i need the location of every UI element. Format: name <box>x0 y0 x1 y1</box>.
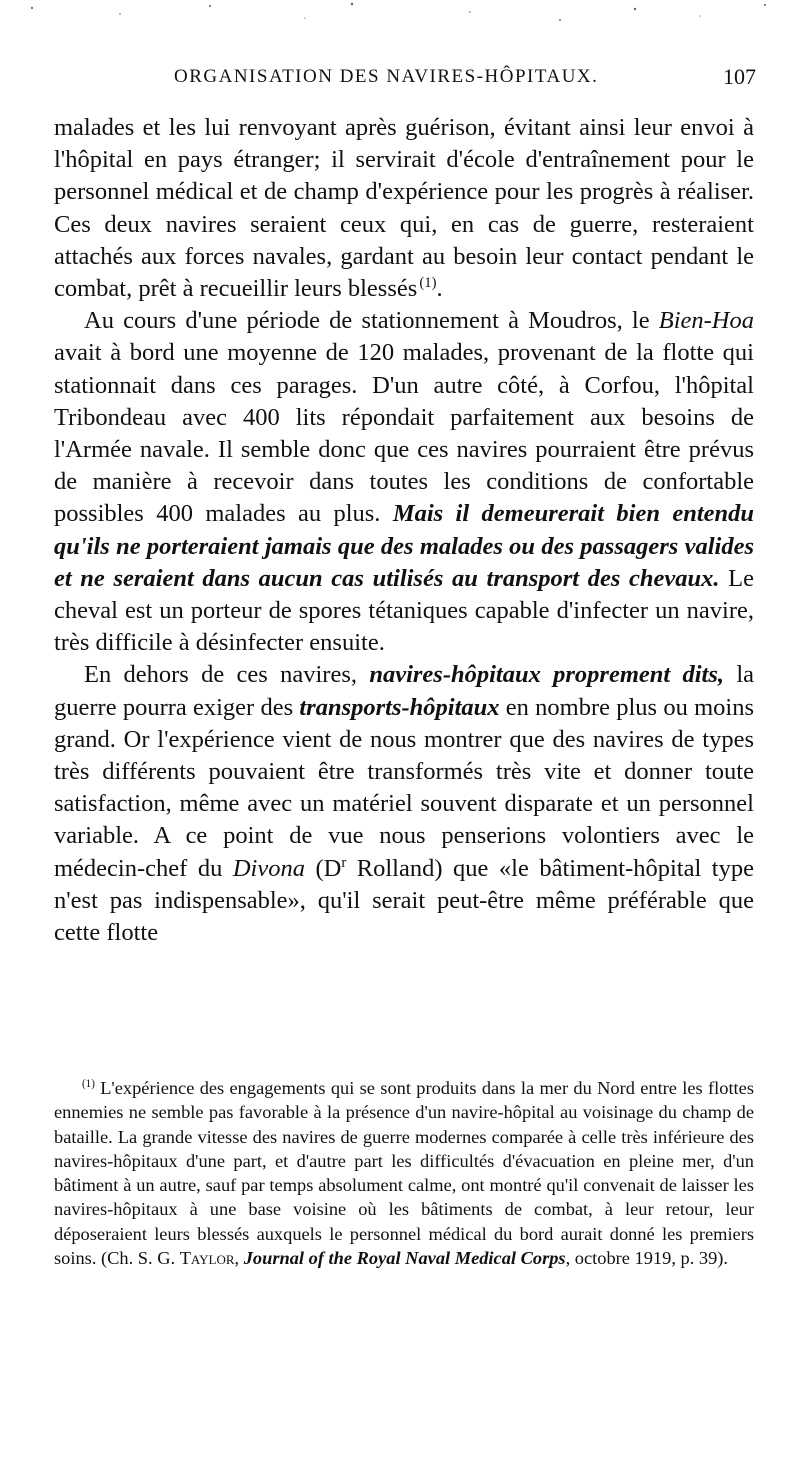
footnote-text-a: L'expérience des engagements qui se sont produits dans la mer du Nord entre les flottes ennemies ne semble pas favorable à la présence d'un navire-hôpital au voisinage du champ de bataille. La grande vitesse des navires de guerre modernes comparée à celle très inférieure des navires-hôpitaux d'une part, et d'autre part les difficultés d'évacuation en pleine mer, d'un bâtiment à un autre, sauf par temps absolument calme, ont montré qu'il convenait de laisser les navires-hôpitaux à une base voisine où les bâtiments de combat, à leur retour, leur déposeraient leurs blessés auxquels le personnel médical du bord aurait donné les premiers soins. (Ch. S. G. <box>54 1078 754 1269</box>
paragraph-3 <box>54 659 754 949</box>
paper-specks-decoration <box>0 0 800 60</box>
footnote-reference: (1) <box>419 274 437 291</box>
paragraph-3-emphasis-1: navires-hôpitaux proprement dits, <box>369 661 725 689</box>
footnote-mark: (1) <box>82 1077 95 1090</box>
paragraph-3-text-b: la guerre pourra exiger des <box>54 661 754 721</box>
ship-name-bien-hoa: Bien-Hoa <box>658 307 754 335</box>
paragraph-2-text-b: avait à bord une moyenne de 120 malades, provenant de la flotte qui stationnait dans ces parages. D'un autre côté, à Corfou, l'hôpital Tribondeau avec 400 lits répondait parfaitement aux besoins de l'Armée navale. Il semble donc que ces navires pourraient être prévus de manière à recevoir dans toutes les conditions de confortable possibles 400 malades au plus. <box>54 339 754 528</box>
doctor-superscript: r <box>341 854 347 871</box>
footnote-author: Taylor <box>179 1248 235 1269</box>
paragraph-3-emphasis-2: transports-hôpitaux <box>299 693 500 721</box>
paragraph-3-text-e: Rolland) que «le bâtiment-hôpital type n'est pas indispensable», qu'il serait peut-être même préférable que cette flotte <box>54 854 754 947</box>
paragraph-2-text-a: Au cours d'une période de stationnement à Moudros, le <box>84 307 659 335</box>
footnote-text-c: , octobre 1919, p. 39). <box>565 1248 729 1269</box>
paragraph-2-emphasis: Mais il demeurerait bien entendu qu'ils ne porteraient jamais que des malades ou des passagers valides et ne seraient dans aucun cas utilisés au transport des chevaux. <box>54 500 755 592</box>
page-number: 107 <box>723 64 756 89</box>
paragraph-3-text-a: En dehors de ces navires, <box>84 661 370 689</box>
footnote-journal-title: Journal of the Royal Naval Medical Corps <box>243 1248 566 1269</box>
footnote <box>54 1076 754 1270</box>
body-text <box>54 112 754 949</box>
running-header <box>54 66 756 96</box>
paragraph-2-text-c: Le cheval est un porteur de spores tétaniques capable d'infecter un navire, très difficile à désinfecter ensuite. <box>54 564 755 657</box>
footnote-text-b: , <box>234 1248 244 1269</box>
paragraph-3-text-d: (D <box>304 854 342 882</box>
paragraph-2 <box>54 305 754 659</box>
running-title: ORGANISATION DES NAVIRES-HÔPITAUX. <box>174 66 599 87</box>
paragraph-1 <box>54 112 754 305</box>
ship-name-divona: Divona <box>232 854 305 882</box>
paragraph-3-text-c: en nombre plus ou moins grand. Or l'expérience vient de nous montrer que des navires de types très différents pouvaient être transformés très vite et donner toute satisfaction, même avec un matériel souvent disparate et un personnel variable. A ce point de vue nous penserions volontiers avec le médecin-chef du <box>54 693 754 882</box>
paragraph-1-text: malades et les lui renvoyant après guérison, évitant ainsi leur envoi à l'hôpital en pays étranger; il servirait d'école d'entraînement pour le personnel médical et de champ d'expérience pour les progrès à réaliser. Ces deux navires seraient ceux qui, en cas de guerre, resteraient attachés aux forces navales, gardant au besoin leur contact pendant le combat, prêt à recueillir leurs blessés <box>54 114 754 303</box>
paragraph-1-end: . <box>436 275 443 303</box>
